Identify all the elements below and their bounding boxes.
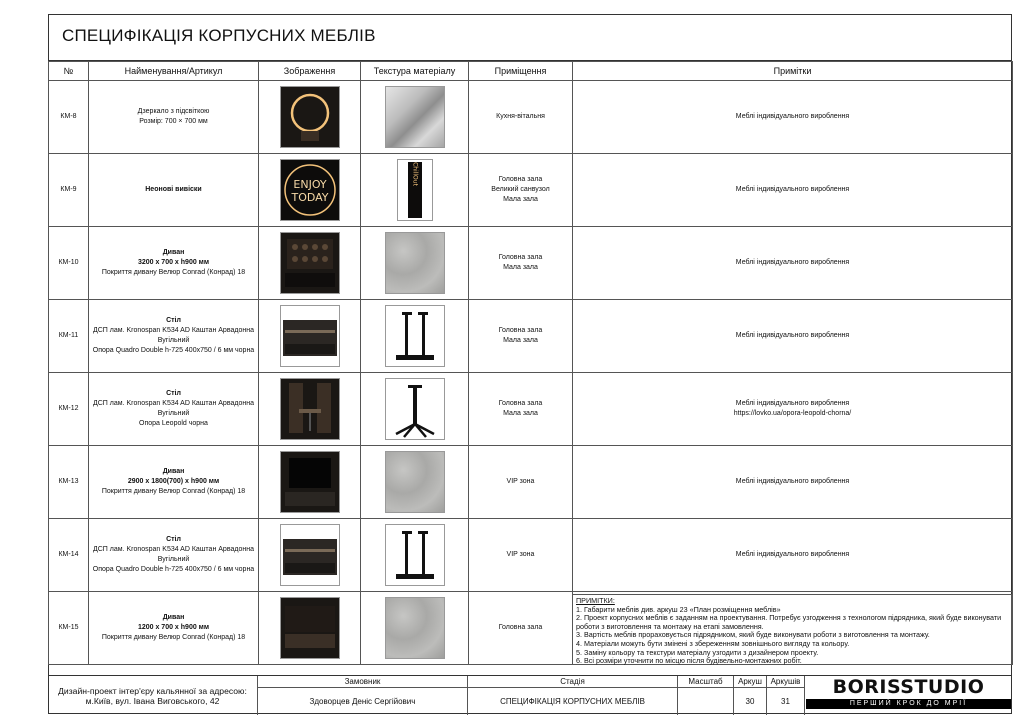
room-line: VIP зона xyxy=(506,551,535,558)
item-note xyxy=(573,519,1013,592)
item-id: КМ-13 xyxy=(49,446,89,519)
neon-texture xyxy=(397,159,433,221)
item-room xyxy=(469,227,573,300)
item-name xyxy=(89,519,259,592)
room-line: Мала зала xyxy=(503,337,538,344)
item-name-line: 2900 х 1800(700) х h900 мм xyxy=(127,478,220,485)
item-image xyxy=(259,373,361,446)
notes-box xyxy=(572,594,1012,665)
item-id: КМ-8 xyxy=(49,81,89,154)
note-line: Меблі індивідуального вироблення xyxy=(735,332,850,339)
customer-label: Замовник xyxy=(258,676,468,688)
sofa-image xyxy=(280,232,340,294)
item-room xyxy=(469,592,573,665)
item-image xyxy=(259,81,361,154)
item-image xyxy=(259,300,361,373)
item-room xyxy=(469,373,573,446)
item-id: КМ-11 xyxy=(49,300,89,373)
item-room xyxy=(469,81,573,154)
room-line: Мала зала xyxy=(503,264,538,271)
vip-table-image xyxy=(280,524,340,586)
note-line: Меблі індивідуального вироблення xyxy=(735,478,850,485)
room-line: Мала зала xyxy=(503,410,538,417)
room-line: Головна зала xyxy=(498,327,543,334)
item-room xyxy=(469,300,573,373)
item-note xyxy=(573,373,1013,446)
table-room-image xyxy=(280,378,340,440)
note-2: 2. Проект корпусних меблів є заданням на проектування. Потребує узгодження з технологом підрядника, який буде виконувати роботи з виготовлення та монтажу на етапі замовлення. xyxy=(576,613,1002,631)
small-sofa-image xyxy=(280,597,340,659)
neon-text-1: ENJOY xyxy=(292,178,327,191)
item-name-line: ДСП лам. Kronospan K534 AD Каштан Арвадонна Вугільний xyxy=(93,327,254,344)
item-room xyxy=(469,446,573,519)
sheets-label: Аркушів xyxy=(767,676,805,688)
item-name xyxy=(89,300,259,373)
item-texture xyxy=(361,154,469,227)
table-row xyxy=(49,81,1013,154)
note-5: 5. Заміну кольору та текстури матеріалу узгодити з дизайнером проекту. xyxy=(576,647,819,657)
item-image xyxy=(259,227,361,300)
neon-text-2: TODAY xyxy=(290,191,329,204)
item-id: КМ-9 xyxy=(49,154,89,227)
item-name-line: Покриття дивану Велюр Conrad (Конрад) 18 xyxy=(101,634,246,641)
velour-texture xyxy=(385,232,445,294)
item-name-line: ДСП лам. Kronospan K534 AD Каштан Арвадонна Вугільний xyxy=(93,400,254,417)
item-image xyxy=(259,519,361,592)
item-texture xyxy=(361,519,469,592)
item-name-line: Дзеркало з підсвіткою xyxy=(137,108,210,115)
scale-label: Масштаб xyxy=(678,676,734,688)
item-note xyxy=(573,81,1013,154)
logo-slogan: ПЕРШИЙ КРОК ДО МРІЇ xyxy=(806,699,1011,709)
table-header xyxy=(49,62,1013,81)
note-line: Меблі індивідуального вироблення xyxy=(735,259,850,266)
item-name-bold: Неонові вивіски xyxy=(145,186,202,193)
room-line: Кухня-вітальня xyxy=(496,113,545,120)
item-texture xyxy=(361,81,469,154)
texture-text: ChillOut xyxy=(411,162,418,186)
sheet-number: 30 xyxy=(734,688,767,715)
room-line: Головна зала xyxy=(498,400,543,407)
item-room xyxy=(469,519,573,592)
item-name-bold: Диван xyxy=(162,249,185,256)
sheets-total: 31 xyxy=(767,688,805,715)
quadro-double-base xyxy=(385,305,445,367)
metal-texture xyxy=(385,86,445,148)
item-texture xyxy=(361,592,469,665)
item-name-line: Покриття дивану Велюр Conrad (Конрад) 18 xyxy=(101,269,246,276)
table-row xyxy=(49,519,1013,592)
sheet-name: СПЕЦИФІКАЦІЯ КОРПУСНИХ МЕБЛІВ xyxy=(468,688,678,715)
item-texture xyxy=(361,373,469,446)
item-image xyxy=(259,592,361,665)
item-id: КМ-10 xyxy=(49,227,89,300)
customer-name: Здоворцев Деніс Сергійович xyxy=(258,688,468,715)
item-name xyxy=(89,373,259,446)
stage-label: Стадія xyxy=(468,676,678,688)
item-note xyxy=(573,300,1013,373)
leopold-base xyxy=(385,378,445,440)
note-line: https://lovko.ua/opora-leopold-chorna/ xyxy=(733,410,852,417)
item-note xyxy=(573,446,1013,519)
room-line: Головна зала xyxy=(498,176,543,183)
velour-texture xyxy=(385,451,445,513)
col-header-room: Приміщення xyxy=(469,62,573,81)
item-image xyxy=(259,446,361,519)
item-name-bold: Стіл xyxy=(166,536,181,543)
col-header-notes: Примітки xyxy=(573,62,1013,81)
scale-value xyxy=(678,688,734,715)
page-title: СПЕЦИФІКАЦІЯ КОРПУСНИХ МЕБЛІВ xyxy=(48,14,1012,61)
room-line: Мала зала xyxy=(503,196,538,203)
item-name xyxy=(89,227,259,300)
col-header-number: № xyxy=(49,62,89,81)
item-name-bold: Стіл xyxy=(166,317,181,324)
col-header-name: Найменування/Артикул xyxy=(89,62,259,81)
item-name-bold: Стіл xyxy=(166,390,181,397)
item-id: КМ-12 xyxy=(49,373,89,446)
item-texture xyxy=(361,227,469,300)
note-4: 4. Матеріали можуть бути змінені з збереженням зовнішнього вигляду та кольору. xyxy=(576,638,850,648)
item-image xyxy=(259,154,361,227)
item-name-line: ДСП лам. Kronospan K534 AD Каштан Арвадонна Вугільний xyxy=(93,546,254,563)
item-name xyxy=(89,154,259,227)
item-name-line: 1200 х 700 х h900 мм xyxy=(137,624,210,631)
item-name xyxy=(89,81,259,154)
item-name-bold: Диван xyxy=(162,468,185,475)
item-name-line: Опора Leopold чорна xyxy=(139,420,208,427)
table-row xyxy=(49,300,1013,373)
item-id: КМ-15 xyxy=(49,592,89,665)
notes-title: ПРИМІТКИ: xyxy=(576,596,615,605)
logo xyxy=(806,677,1011,713)
table-row xyxy=(49,446,1013,519)
note-line: Меблі індивідуального вироблення xyxy=(735,551,850,558)
room-line: Великий санвузол xyxy=(491,186,550,193)
col-header-image: Зображення xyxy=(259,62,361,81)
table-row xyxy=(49,373,1013,446)
note-line: Меблі індивідуального вироблення xyxy=(735,400,850,407)
item-room xyxy=(469,154,573,227)
room-line: Головна зала xyxy=(498,254,543,261)
project-name: Дизайн-проект інтер'єру кальянної за адресою: м.Київ, вул. Івана Виговського, 42 xyxy=(48,676,258,715)
item-name-line: Опора Quadro Double h-725 400х750 / 6 мм чорна xyxy=(92,566,255,573)
item-name xyxy=(89,446,259,519)
quadro-double-base xyxy=(385,524,445,586)
item-note xyxy=(573,227,1013,300)
table-row xyxy=(49,227,1013,300)
room-line: VIP зона xyxy=(506,478,535,485)
sheet-label: Аркуш xyxy=(734,676,767,688)
item-texture xyxy=(361,446,469,519)
note-line: Меблі індивідуального вироблення xyxy=(735,113,850,120)
note-6: 6. Всі розміри уточнити по місцю після будівельно-монтажних робіт. xyxy=(576,656,802,666)
logo-name: BORISSTUDIO xyxy=(832,676,985,698)
item-note xyxy=(573,154,1013,227)
item-id: КМ-14 xyxy=(49,519,89,592)
item-texture xyxy=(361,300,469,373)
table-row xyxy=(49,154,1013,227)
room-line: Головна зала xyxy=(498,624,543,631)
item-name xyxy=(89,592,259,665)
neon-sign-image xyxy=(280,159,340,221)
vip-sofa-image xyxy=(280,451,340,513)
item-name-line: Покриття дивану Велюр Conrad (Конрад) 18 xyxy=(101,488,246,495)
item-name-line: Розмір: 700 × 700 мм xyxy=(139,118,208,125)
mirror-image xyxy=(280,86,340,148)
item-name-line: Опора Quadro Double h-725 400х750 / 6 мм чорна xyxy=(92,347,255,354)
note-1: 1. Габарити меблів див. аркуш 23 «План розміщення меблів» xyxy=(576,604,781,614)
table-image xyxy=(280,305,340,367)
note-line: Меблі індивідуального вироблення xyxy=(735,186,850,193)
velour-texture xyxy=(385,597,445,659)
spec-table xyxy=(48,61,1013,665)
note-3: 3. Вартість меблів прораховується підрядником, який буде виконувати роботи з виготовлення та монтажу. xyxy=(576,630,930,640)
item-name-line: 3200 х 700 х h900 мм xyxy=(137,259,210,266)
col-header-texture: Текстура матеріалу xyxy=(361,62,469,81)
item-name-bold: Диван xyxy=(162,614,185,621)
